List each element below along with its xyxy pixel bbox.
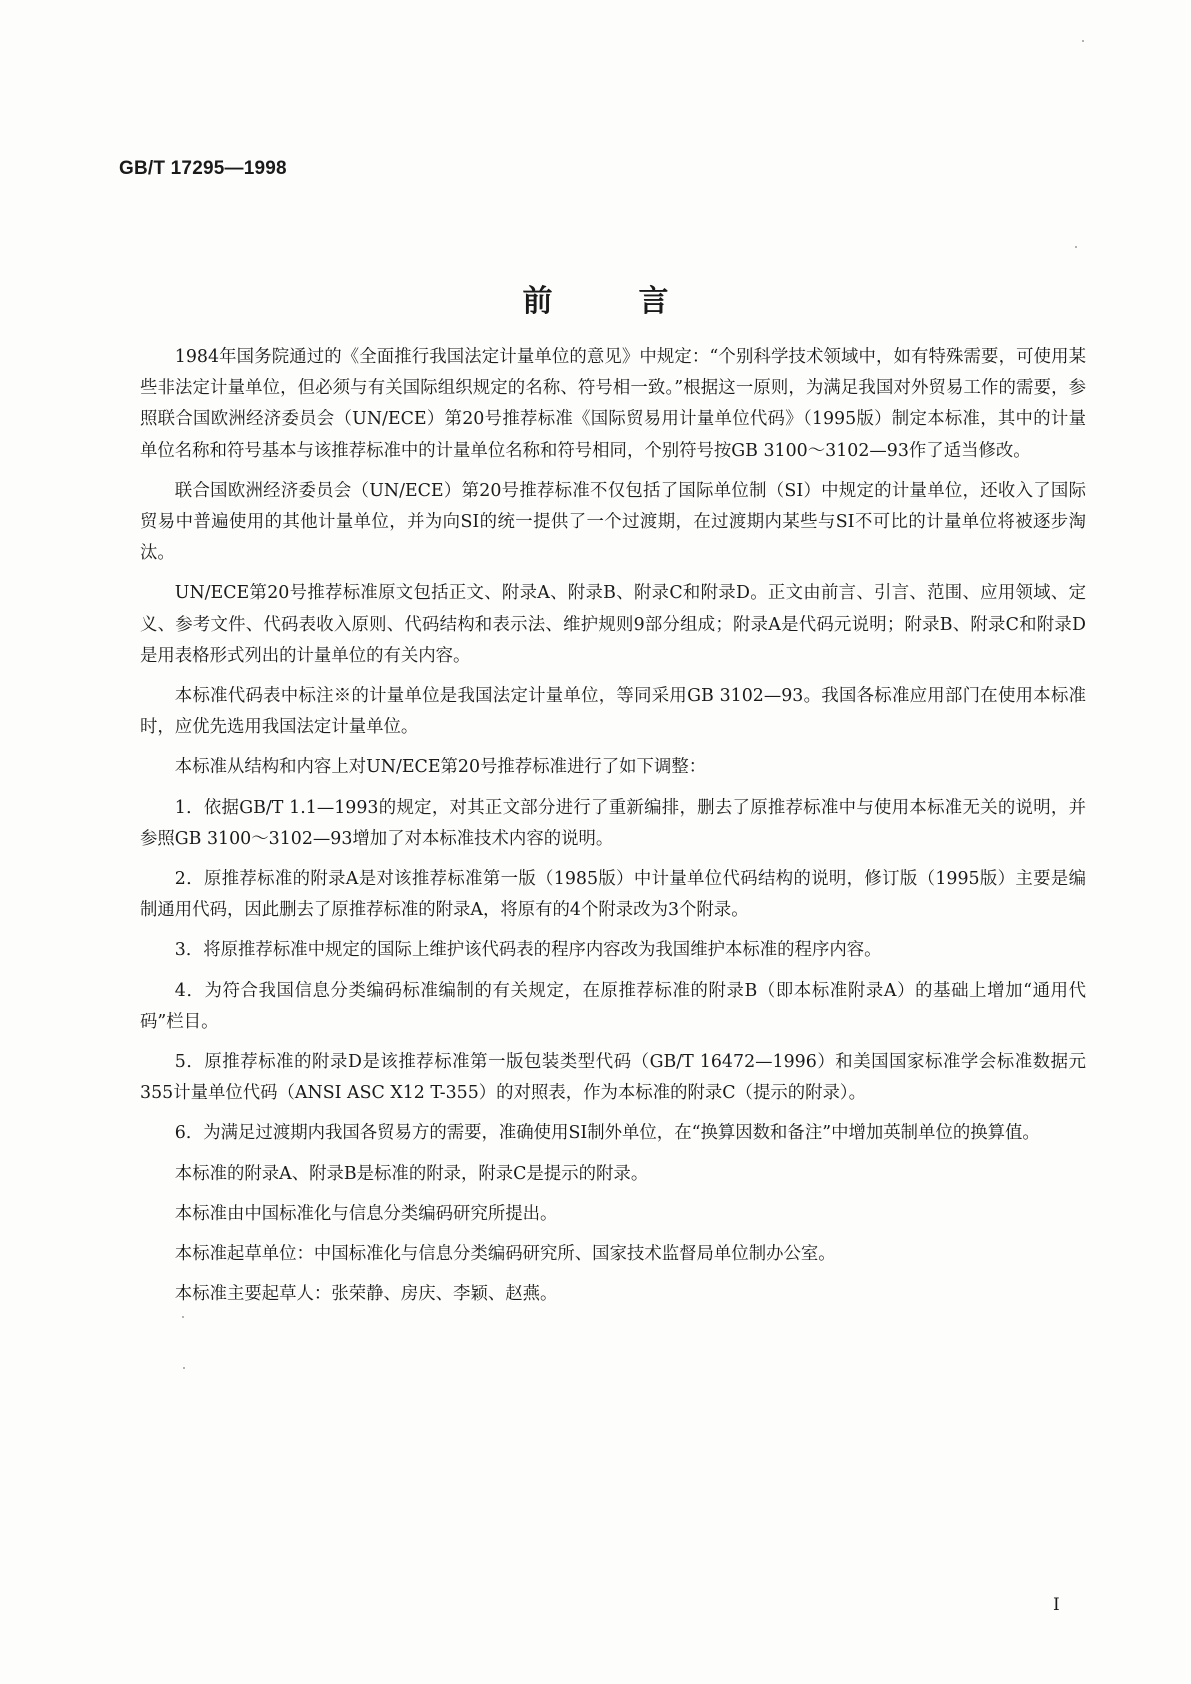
paragraph: 本标准起草单位：中国标准化与信息分类编码研究所、国家技术监督局单位制办公室。 [174,1244,836,1265]
paragraph: UN/ECE第20号推荐标准原文包括正文、附录A、附录B、附录C和附录D。正文由前言、引言、范围、应用领域、定义、参考文件、代码表收入原则、代码结构和表示法、维护规则9部分组成；附录A是代码元说明；附录B、附录C和附录D是用表格形式列出的计量单位的有关内容。 [140,583,1086,666]
list-item: 2．原推荐标准的附录A是对该推荐标准第一版（1985版）中计量单位代码结构的说明，修订版（1995版）主要是编制通用代码，因此删去了原推荐标准的附录A，将原有的4个附录改为3个附录。 [140,869,1086,921]
foreword-body [140,342,1086,1319]
scan-speck [182,1316,184,1318]
list-item: 5．原推荐标准的附录D是该推荐标准第一版包装类型代码（GB/T 16472—1996）和美国国家标准学会标准数据元355计量单位代码（ANSI ASC X12 T-355）的对照表，作为本标准的附录C（提示的附录）。 [140,1052,1086,1104]
page-number: I [1053,1595,1060,1615]
list-item: 3．将原推荐标准中规定的国际上维护该代码表的程序内容改为我国维护本标准的程序内容。 [174,940,882,961]
paragraph: 本标准从结构和内容上对UN/ECE第20号推荐标准进行了如下调整： [174,757,707,778]
list-item: 6．为满足过渡期内我国各贸易方的需要，准确使用SI制外单位，在“换算因数和备注”中增加英制单位的换算值。 [174,1123,1040,1144]
paragraph: 本标准由中国标准化与信息分类编码研究所提出。 [174,1203,558,1224]
paragraph: 本标准主要起草人：张荣静、房庆、李颖、赵燕。 [174,1284,558,1305]
paragraph: 1984年国务院通过的《全面推行我国法定计量单位的意见》中规定：“个别科学技术领域中，如有特殊需要，可使用某些非法定计量单位，但必须与有关国际组织规定的名称、符号相一致。”根据这一原则，为满足我国对外贸易工作的需要，参照联合国欧洲经济委员会（UN/ECE）第20号推荐标准《国际贸易用计量单位代码》（1995版）制定本标准，其中的计量单位名称和符号基本与该推荐标准中的计量单位名称和符号相同，个别符号按GB 3100～3102—93作了适当修改。 [140,347,1086,461]
paragraph: 联合国欧洲经济委员会（UN/ECE）第20号推荐标准不仅包括了国际单位制（SI）中规定的计量单位，还收入了国际贸易中普遍使用的其他计量单位，并为向SI的统一提供了一个过渡期，在过渡期内某些与SI不可比的计量单位将被逐步淘汰。 [140,480,1086,564]
page-title: 前言 [522,284,755,319]
list-item: 4．为符合我国信息分类编码标准编制的有关规定，在原推荐标准的附录B（即本标准附录A）的基础上增加“通用代码”栏目。 [140,980,1086,1032]
paragraph: 本标准的附录A、附录B是标准的附录，附录C是提示的附录。 [174,1163,649,1184]
scan-speck [1075,246,1077,248]
paragraph: 本标准代码表中标注※的计量单位是我国法定计量单位，等同采用GB 3102—93。我国各标准应用部门在使用本标准时，应优先选用我国法定计量单位。 [140,686,1086,738]
standard-number: GB/T 17295—1998 [119,158,287,179]
list-item: 1．依据GB/T 1.1—1993的规定，对其正文部分进行了重新编排，删去了原推荐标准中与使用本标准无关的说明，并参照GB 3100～3102—93增加了对本标准技术内容的说明。 [140,797,1086,849]
scan-speck [1082,40,1084,42]
scan-speck [183,1367,185,1369]
